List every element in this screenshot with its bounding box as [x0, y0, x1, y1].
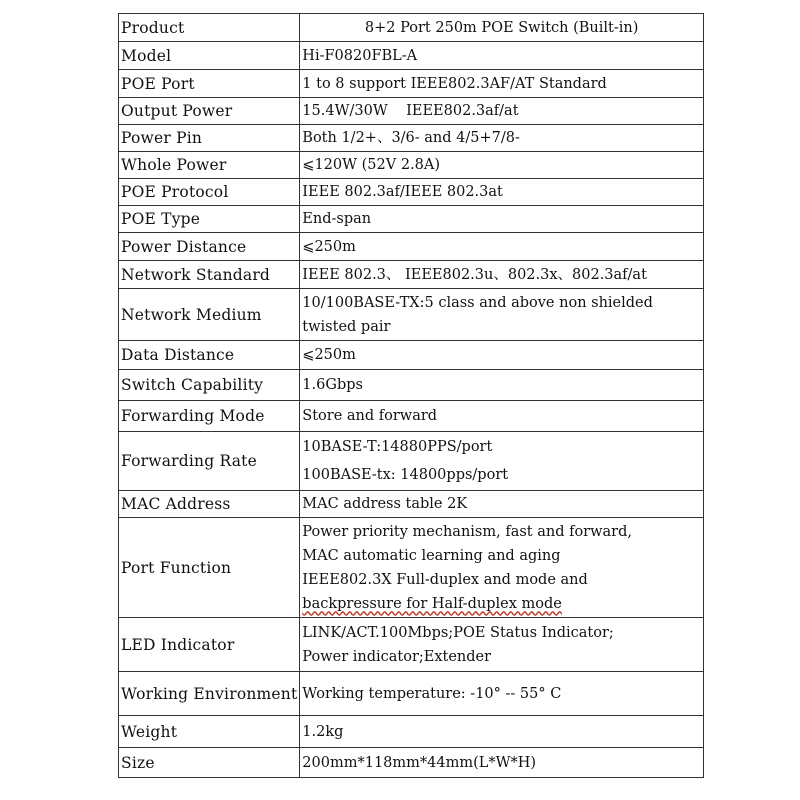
value-line: IEEE 802.3、 IEEE802.3u、802.3x、802.3af/at — [302, 266, 647, 283]
row-value — [300, 233, 704, 261]
row-label: LED Indicator — [119, 618, 300, 672]
value-line: 1 to 8 support IEEE802.3AF/AT Standard — [302, 75, 607, 92]
table-row — [119, 518, 704, 618]
value-line: Both 1/2+、3/6- and 4/5+7/8- — [302, 130, 520, 146]
row-value — [300, 401, 704, 432]
value-line: 10/100BASE-TX:5 class and above non shielded — [302, 294, 653, 311]
value-line: 1.2kg — [302, 723, 344, 740]
row-label: Power Distance — [119, 233, 300, 261]
table-row — [119, 370, 704, 401]
value-line: 8+2 Port 250m POE Switch (Built-in) — [364, 19, 639, 36]
value-line: Power priority mechanism, fast and forward, — [302, 523, 632, 540]
row-label: Working Environment — [119, 672, 300, 716]
value-line: 15.4W/30W IEEE802.3af/at — [302, 103, 519, 119]
table-row — [119, 672, 704, 716]
value-line: 100BASE-tx: 14800pps/port — [302, 467, 509, 483]
row-value — [300, 672, 704, 716]
row-value — [300, 179, 704, 206]
table-row — [119, 491, 704, 518]
table-row — [119, 179, 704, 206]
value-line: IEEE802.3X Full-duplex and mode and — [302, 571, 588, 588]
value-line: 10BASE-T:14880PPS/port — [302, 439, 493, 455]
row-value — [300, 125, 704, 152]
row-label: Forwarding Mode — [119, 401, 300, 432]
table-row — [119, 341, 704, 370]
value-line: MAC address table 2K — [302, 496, 468, 512]
row-label: Output Power — [119, 98, 300, 125]
value-line: Store and forward — [302, 408, 438, 424]
value-line: 200mm*118mm*44mm(L*W*H) — [302, 754, 537, 771]
row-value — [300, 618, 704, 672]
row-value — [300, 98, 704, 125]
row-label: Switch Capability — [119, 370, 300, 401]
row-label: Network Standard — [119, 261, 300, 289]
row-label: Forwarding Rate — [119, 432, 300, 491]
row-value — [300, 432, 704, 491]
table-row — [119, 14, 704, 42]
table-row — [119, 98, 704, 125]
table-row — [119, 432, 704, 491]
table-row — [119, 289, 704, 341]
row-value — [300, 206, 704, 233]
row-label: MAC Address — [119, 491, 300, 518]
table-row — [119, 261, 704, 289]
row-value — [300, 14, 704, 42]
value-line: Power indicator;Extender — [302, 648, 492, 665]
table-row — [119, 125, 704, 152]
row-label: Power Pin — [119, 125, 300, 152]
row-value — [300, 716, 704, 748]
value-line: IEEE 802.3af/IEEE 802.3at — [302, 184, 503, 200]
table-row — [119, 716, 704, 748]
row-label: Port Function — [119, 518, 300, 618]
value-line: Hi-F0820FBL-A — [302, 47, 418, 64]
value-line: LINK/ACT.100Mbps;POE Status Indicator; — [302, 624, 614, 641]
value-line: twisted pair — [302, 318, 391, 335]
row-label: Data Distance — [119, 341, 300, 370]
row-value — [300, 42, 704, 70]
value-line: ⩽250m — [302, 347, 356, 363]
row-label: Size — [119, 748, 300, 778]
row-value — [300, 341, 704, 370]
row-value — [300, 289, 704, 341]
table-row — [119, 152, 704, 179]
table-row — [119, 233, 704, 261]
table-row — [119, 618, 704, 672]
row-value — [300, 748, 704, 778]
row-value — [300, 518, 704, 618]
table-row — [119, 748, 704, 778]
table-row — [119, 70, 704, 98]
row-value — [300, 491, 704, 518]
value-line: 1.6Gbps — [302, 377, 363, 393]
spec-table — [118, 13, 704, 778]
row-value — [300, 70, 704, 98]
value-line: MAC automatic learning and aging — [302, 547, 561, 564]
table-row — [119, 206, 704, 233]
value-line: backpressure for Half-duplex mode — [302, 595, 562, 612]
row-label: Model — [119, 42, 300, 70]
row-value — [300, 261, 704, 289]
value-line: ⩽120W (52V 2.8A) — [302, 157, 441, 173]
table-row — [119, 401, 704, 432]
row-label: Product — [119, 14, 300, 42]
row-label: Whole Power — [119, 152, 300, 179]
row-value — [300, 370, 704, 401]
row-label: Network Medium — [119, 289, 300, 341]
row-label: POE Port — [119, 70, 300, 98]
row-label: POE Protocol — [119, 179, 300, 206]
value-line: End-span — [302, 211, 372, 227]
value-line: ⩽250m — [302, 238, 356, 255]
row-value — [300, 152, 704, 179]
value-line: Working temperature: -10° -- 55° C — [302, 685, 562, 702]
table-row — [119, 42, 704, 70]
row-label: Weight — [119, 716, 300, 748]
row-label: POE Type — [119, 206, 300, 233]
